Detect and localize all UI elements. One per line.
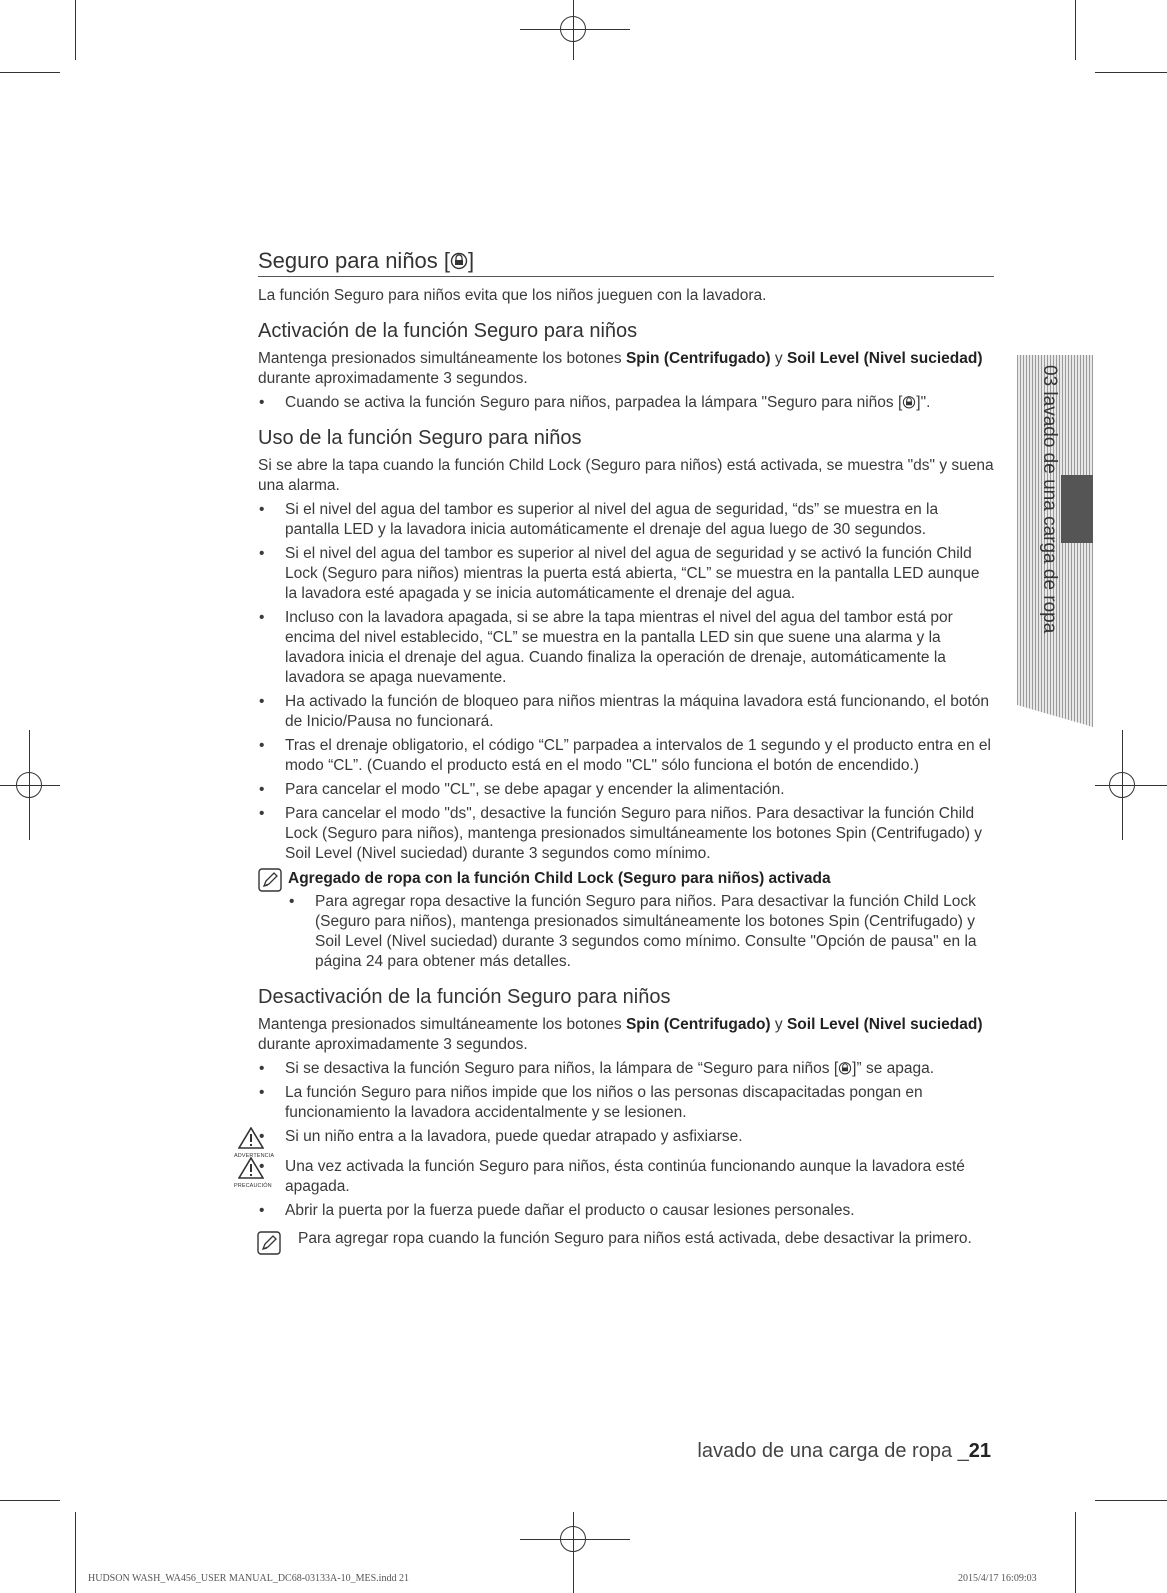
intro-text: La función Seguro para niños evita que los niños jueguen con la lavadora. bbox=[258, 287, 767, 304]
deactivation-heading: Desactivación de la función Seguro para niños bbox=[258, 986, 671, 1008]
registration-line bbox=[1095, 785, 1167, 786]
crop-mark bbox=[1075, 1512, 1076, 1593]
warning-label: ADVERTENCIA bbox=[234, 1153, 275, 1159]
list-item: • Abrir la puerta por la fuerza puede dañar el producto o causar lesiones personales. bbox=[258, 1201, 994, 1221]
note-block bbox=[258, 868, 994, 972]
file-timestamp: 2015/4/17 16:09:03 bbox=[958, 1573, 1037, 1584]
note-icon bbox=[258, 868, 282, 892]
list-item: • Para agregar ropa desactive la función Seguro para niños. Para desactivar la función Child Lock (Seguro para niños), mantenga presionados simultáneamente los botones Spin (Centrifugado) y Soil Level (Nivel suciedad) durante 3 segundos como mínimo. Consulte "Opción de pausa" en la página 24 para obtener más detalles. bbox=[288, 892, 994, 972]
usage-list bbox=[258, 500, 994, 864]
list-item: • Una vez activada la función Seguro para niños, ésta continúa funcionando aunque la lavadora esté apagada. bbox=[258, 1157, 994, 1197]
warning-block bbox=[234, 1127, 994, 1159]
list-item: • Si el nivel del agua del tambor es superior al nivel del agua de seguridad, “ds” se muestra en la pantalla LED y la lavadora inicia automáticamente el drenaje del agua luego de 30 segundos. bbox=[258, 500, 994, 540]
page-title-bracket: ] bbox=[468, 248, 475, 273]
note-icon bbox=[257, 1231, 281, 1255]
registration-line bbox=[520, 1539, 630, 1540]
list-item: • Para cancelar el modo "ds", desactive la función Seguro para niños. Para desactivar la función Child Lock (Seguro para niños), mantenga presionados simultáneamente los botones Spin (Centrifugado) y Soil Level (Nivel suciedad) durante 3 segundos como mínimo. bbox=[258, 804, 994, 864]
activation-text: Mantenga presionados simultáneamente los botones Spin (Centrifugado) y Soil Level (Nivel suciedad) durante aproximadamente 3 segundos. bbox=[258, 350, 983, 387]
list-item: • La función Seguro para niños impide que los niños o las personas discapacitadas pongan en funcionamiento la lavadora accidentalmente y se lesionen. bbox=[258, 1083, 994, 1123]
footer-section: lavado de una carga de ropa _ bbox=[697, 1440, 969, 1462]
list-item: • Si un niño entra a la lavadora, puede quedar atrapado y asfixiarse. bbox=[258, 1127, 994, 1147]
child-lock-icon bbox=[838, 1060, 852, 1075]
page-title bbox=[258, 248, 994, 277]
final-note-text: Para agregar ropa cuando la función Seguro para niños está activada, debe desactivar la primero. bbox=[298, 1230, 972, 1247]
activation-heading: Activación de la función Seguro para niños bbox=[258, 320, 638, 342]
page-number: 21 bbox=[968, 1440, 991, 1462]
registration-line bbox=[1122, 730, 1123, 840]
crop-mark bbox=[1095, 72, 1167, 73]
list-item: • Tras el drenaje obligatorio, el código “CL” parpadea a intervalos de 1 segundo y el producto entra en el modo “CL”. (Cuando el producto está en el modo "CL" sólo funciona el botón de encendido.) bbox=[258, 736, 994, 776]
activation-list bbox=[258, 393, 994, 413]
usage-heading: Uso de la función Seguro para niños bbox=[258, 427, 582, 449]
registration-line bbox=[573, 0, 574, 60]
caution-list bbox=[258, 1157, 994, 1221]
crop-mark bbox=[0, 1500, 60, 1501]
crop-mark bbox=[1075, 0, 1076, 60]
registration-line bbox=[0, 785, 60, 786]
final-note-block bbox=[258, 1229, 994, 1249]
page-content bbox=[234, 248, 994, 1249]
crop-mark bbox=[75, 1512, 76, 1593]
chapter-tab-label: 03 lavado de una carga de ropa bbox=[1039, 365, 1060, 634]
crop-mark bbox=[1095, 1500, 1167, 1501]
crop-mark bbox=[75, 0, 76, 60]
note-list bbox=[288, 892, 994, 972]
crop-mark bbox=[0, 72, 60, 73]
list-item: • Para cancelar el modo "CL", se debe apagar y encender la alimentación. bbox=[258, 780, 994, 800]
list-item: • Incluso con la lavadora apagada, si se abre la tapa mientras el nivel del agua del tambor está por encima del nivel establecido, “CL” se muestra en la pantalla LED sin que suene una alarma y la lavadora inicia el drenaje del agua. Cuando finaliza la operación de drenaje, automáticamente la lavadora se apaga nuevamente. bbox=[258, 608, 994, 688]
child-lock-icon bbox=[450, 250, 468, 270]
note-title: Agregado de ropa con la función Child Lock (Seguro para niños) activada bbox=[288, 870, 831, 887]
child-lock-icon bbox=[902, 394, 916, 409]
page-footer bbox=[697, 1440, 991, 1463]
list-item: • Ha activado la función de bloqueo para niños mientras la máquina lavadora está funcionando, el botón de Inicio/Pausa no funcionará. bbox=[258, 692, 994, 732]
list-item: • Si se desactiva la función Seguro para niños, la lámpara de “Seguro para niños [ ]” se apaga. bbox=[258, 1059, 994, 1079]
deactivation-text: Mantenga presionados simultáneamente los botones Spin (Centrifugado) y Soil Level (Nivel suciedad) durante aproximadamente 3 segundos. bbox=[258, 1016, 983, 1053]
deactivation-list bbox=[258, 1059, 994, 1123]
page-title-text: Seguro para niños [ bbox=[258, 248, 451, 273]
warning-list bbox=[258, 1127, 994, 1147]
caution-label: PRECAUCIÓN bbox=[234, 1183, 272, 1189]
usage-intro: Si se abre la tapa cuando la función Child Lock (Seguro para niños) está activada, se muestra "ds" y suena una alarma. bbox=[258, 457, 994, 494]
registration-line bbox=[520, 29, 630, 30]
registration-line bbox=[573, 1512, 574, 1593]
list-item: • Si el nivel del agua del tambor es superior al nivel del agua de seguridad y se activó la función Child Lock (Seguro para niños) mientras la puerta está abierta, “CL” se muestra en la pantalla LED aunque la lavadora esté apagada y se inicia automáticamente el drenaje del agua. bbox=[258, 544, 994, 604]
caution-block bbox=[234, 1157, 994, 1221]
list-item: • Cuando se activa la función Seguro para niños, parpadea la lámpara "Seguro para niños [ ]". bbox=[258, 393, 994, 413]
file-slug: HUDSON WASH_WA456_USER MANUAL_DC68-03133A-10_MES.indd 21 bbox=[88, 1573, 409, 1584]
registration-line bbox=[29, 730, 30, 840]
